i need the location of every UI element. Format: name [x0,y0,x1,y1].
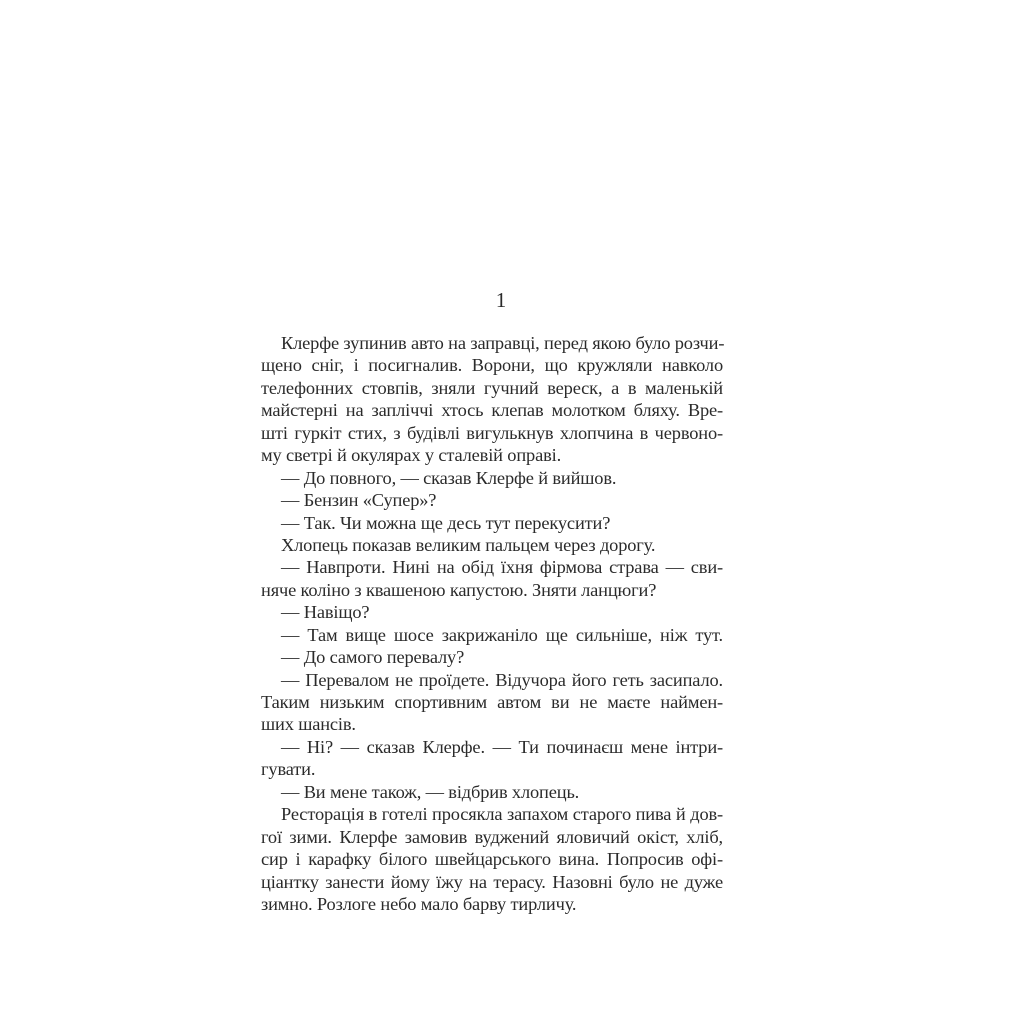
paragraph [261,803,723,915]
text-line: му светрі й окулярах у сталевій оправі. [261,445,562,466]
text-line: ціантку занести йому їжу на терасу. Назовні було не дуже [261,871,723,892]
paragraph [261,781,723,803]
paragraph [261,556,723,601]
paragraph [261,624,723,646]
text-line: гої зими. Клерфе замовив вуджений яловичий окіст, хліб, [261,826,723,847]
text-line: Клерфе зупинив авто на заправці, перед якою було розчи- [281,333,725,353]
paragraph [261,332,723,467]
text-line: сир і карафку білого швейцарського вина. Попросив офі- [261,849,723,870]
paragraph [261,736,723,781]
text-line: ших шансів. [261,714,356,735]
text-line: — Ви мене також, — відбрив хлопець. [281,781,580,802]
text-line: — До самого перевалу? [281,647,465,668]
paragraph [261,512,723,534]
paragraph [261,601,723,623]
paragraph [261,467,723,489]
text-line: гувати. [261,759,316,780]
text-line: шті гуркіт стих, з будівлі вигулькнув хлопчина в червоно- [261,422,723,443]
text-line: — До повного, — сказав Клерфе й вийшов. [281,467,617,488]
body-text [261,332,723,915]
text-line: Хлопець показав великим пальцем через дорогу. [281,534,656,555]
text-line: майстерні на запліччі хтось клепав молотком бляху. Вре- [261,400,723,421]
paragraph [261,534,723,556]
text-line: — Бензин «Супер»? [281,490,437,511]
text-line: — Так. Чи можна ще десь тут перекусити? [281,512,611,533]
text-line: — Навпроти. Нині на обід їхня фірмова страва — сви- [281,557,723,578]
paragraph [261,489,723,511]
text-line: Таким низьким спортивним автом ви не маєте наймен- [261,692,723,712]
paragraph [261,669,723,736]
text-line: — Перевалом не проїдете. Відучора його геть засипало. [281,669,723,690]
text-line: — Ні? — сказав Клерфе. — Ти починаєш мене інтри- [281,736,723,757]
text-line: зимно. Розлоге небо мало барву тирличу. [261,893,577,914]
text-line: няче коліно з квашеною капустою. Зняти ланцюги? [261,579,657,600]
text-line: Ресторація в готелі просякла запахом старого пива й дов- [281,804,723,825]
paragraph [261,646,723,668]
text-line: телефонних стовпів, зняли гучний вереск, а в маленькій [261,377,723,398]
chapter-number [0,288,1024,313]
text-line: — Там вище шосе закрижаніло ще сильніше, ніж тут. [281,624,723,645]
chapter-number-text: 1 [495,288,507,312]
text-line: — Навіщо? [281,602,370,623]
text-line: щено сніг, і посигналив. Ворони, що кружляли навколо [261,355,723,376]
